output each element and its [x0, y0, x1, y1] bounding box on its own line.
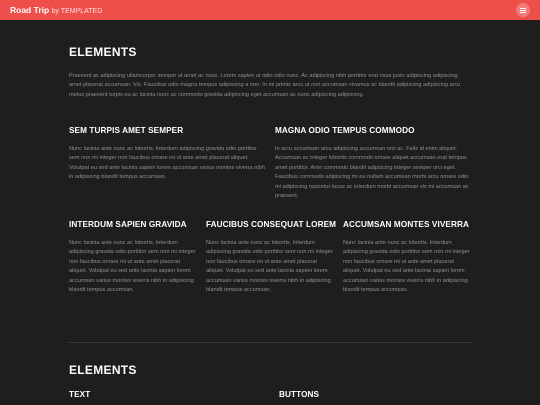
- text-magna-odio: In arcu accumsan arcu adipiscing accumsan orci ac. Felis id enim aliquet. Accumsan ac integer lobortis commodo ornare aliquet accumsan erat tempus amet porttitor. Ante commodo blandit adipiscing integer semper orci eget. Faucibus commodo adipiscing mi eu nullam accumsan morbi arcu ornare odio mi adipiscing nascetur lacus ac interdum morbi accumsan vis mi accumsan ac praesent.: [275, 146, 469, 200]
- menu-button[interactable]: [516, 3, 530, 17]
- section-title-2: ELEMENTS: [69, 363, 137, 377]
- heading-buttons: BUTTONS: [279, 390, 320, 399]
- brand-byline: by TEMPLATED: [51, 8, 103, 15]
- site-header: [0, 0, 540, 20]
- text-sem-turpis: Nunc lacinia ante nunc ac lobortis. Interdum adipiscing gravida odio porttitor sem non mi integer non faucibus ornare mi ut ante amet placerat aliquet. Volutpat eu sed ante lacinia sapien lorem accumsan varius montes viverra nibh in adipiscing blandit tempus accumsan.: [69, 146, 265, 181]
- section-title: ELEMENTS: [69, 45, 137, 59]
- heading-text: TEXT: [69, 390, 91, 399]
- heading-magna-odio: MAGNA ODIO TEMPUS COMMODO: [275, 126, 415, 135]
- heading-faucibus-consequat: FAUCIBUS CONSEQUAT LOREM: [206, 220, 337, 229]
- heading-accumsan-montes: ACCUMSAN MONTES VIVERRA: [343, 220, 470, 229]
- intro-paragraph: Praesent ac adipiscing ullamcorper semper ut amet ac risus. Lorem sapien ut odio odio nunc. Ac adipiscing nibh porttitor erat risus justo adipiscing adipiscing amet placerat accumsan. Vis. Faucibus odio magna tempus adipiscing a non. In mi primis arcu ut non accumsan vivamus ac blandit adipiscing adipiscing arcu metus praesent turpis eu ac lacinia nunc ac commodo gravida adipiscing eget accumsan ac nunc adipiscing adipiscing.: [69, 73, 461, 98]
- hamburger-menu-icon: [520, 10, 526, 11]
- text-accumsan-montes: Nunc lacinia ante nunc ac lobortis. Interdum adipiscing gravida odio porttitor sem non mi integer non faucibus ornare mi ut ante amet placerat aliquet. Volutpat eu sed ante lacinia sapien lorem accumsan varius montes viverra nibh in adipiscing blandit tempus accumsan.: [343, 240, 470, 294]
- heading-interdum-sapien: INTERDUM SAPIEN GRAVIDA: [69, 220, 187, 229]
- brand-name: Road Trip: [10, 5, 50, 15]
- brand-logo-link[interactable]: [10, 5, 102, 15]
- section-divider: [69, 342, 471, 343]
- text-faucibus-consequat: Nunc lacinia ante nunc ac lobortis. Interdum adipiscing gravida odio porttitor sem non mi integer non faucibus ornare mi ut ante amet placerat aliquet. Volutpat eu sed ante lacinia sapien lorem accumsan varius montes viverra nibh in adipiscing blandit tempus accumsan.: [206, 240, 333, 294]
- text-interdum-sapien: Nunc lacinia ante nunc ac lobortis. Interdum adipiscing gravida odio porttitor sem non mi integer non faucibus ornare mi ut ante amet placerat aliquet. Volutpat eu sed ante lacinia sapien lorem accumsan varius montes viverra nibh in adipiscing blandit tempus accumsan.: [69, 240, 196, 294]
- heading-sem-turpis: SEM TURPIS AMET SEMPER: [69, 126, 184, 135]
